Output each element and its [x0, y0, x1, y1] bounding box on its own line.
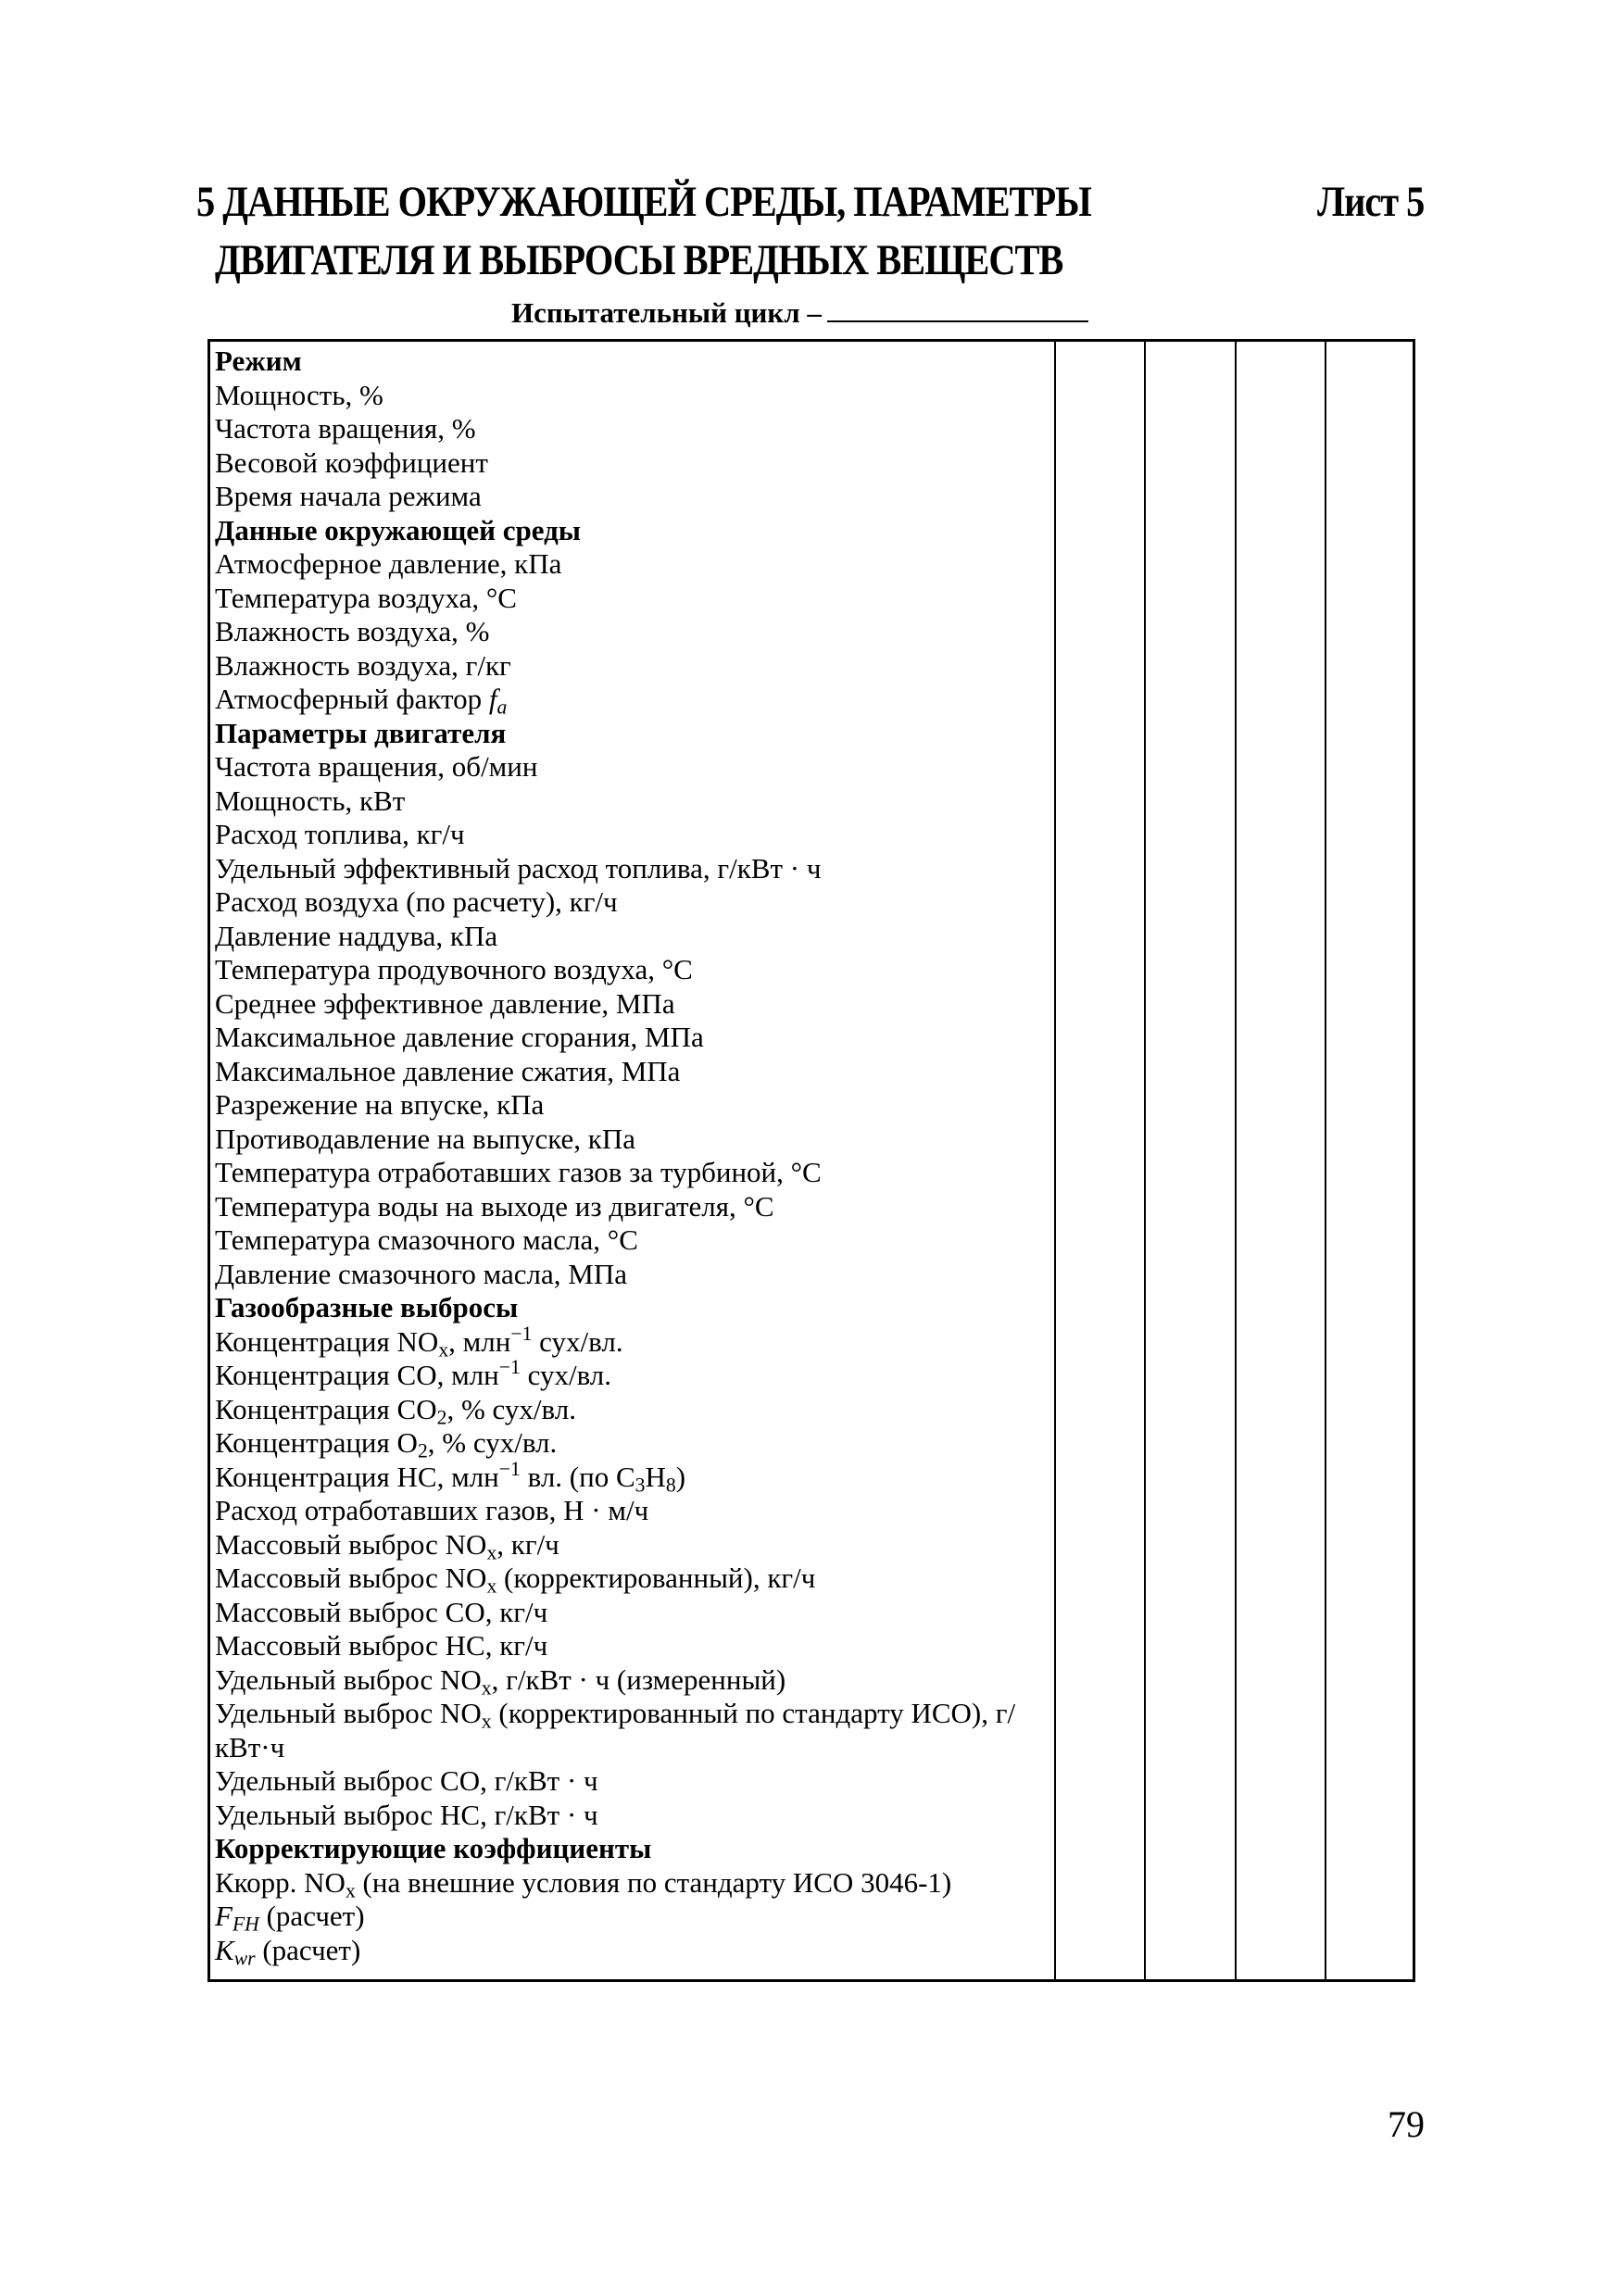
column-divider [1325, 342, 1326, 1979]
table-row: Удельный выброс $NO_x$, г/кВт · ч (измеренный) [215, 1662, 786, 1699]
table-row: Максимальное давление сжатия, МПа [215, 1054, 681, 1087]
table-row: Массовый выброс $NO_x$, кг/ч [215, 1527, 559, 1563]
table-row: Концентрация $СО_2$, % сух/вл. [215, 1392, 576, 1428]
table-row: Ккорр. $NO_x$ (на внешние условия по стандарту ИСО 3046-1) [215, 1865, 952, 1901]
table-row: Частота вращения, об/мин [215, 750, 538, 783]
table-row: Температура воздуха, °С [215, 581, 517, 614]
table-row: Атмосферный фактор $f_a$ [215, 683, 508, 719]
table-row: Концентрация СО, млн$^{-1}$ сух/вл. [215, 1356, 612, 1391]
table-row: $F_{FH}$ (расчет) [215, 1900, 365, 1936]
table-row: Температура отработавших газов за турбиной, °С [215, 1156, 822, 1188]
table-row: Давление смазочного масла, МПа [215, 1257, 627, 1290]
table-row: Частота вращения, % [215, 412, 476, 445]
table-row: Атмосферное давление, кПа [215, 547, 562, 580]
parameter-list [215, 345, 1049, 1967]
test-cycle-label: Испытательный цикл – [511, 296, 822, 329]
table-row: Разрежение на впуске, кПа [215, 1088, 545, 1121]
table-section-header: Режим [215, 345, 302, 377]
table-section-header: Параметры двигателя [215, 716, 507, 749]
table-row: Давление наддува, кПа [215, 919, 498, 952]
table-row: Противодавление на выпуске, кПа [215, 1122, 635, 1155]
sheet-number: Лист 5 [1317, 178, 1425, 226]
table-row: Мощность, % [215, 378, 383, 411]
table-section-header: Данные окружающей среды [215, 513, 581, 546]
table-row: Расход топлива, кг/ч [215, 818, 465, 850]
table-row: Удельный выброс НС, г/кВт · ч [215, 1798, 598, 1831]
table-row: Массовый выброс СО, кг/ч [215, 1595, 548, 1628]
table-row: Массовый выброс $NO_x$ (корректированный), кг/ч [215, 1562, 816, 1598]
test-cycle-field [511, 295, 1088, 330]
table-row: Время начала режима [215, 480, 482, 512]
table-row: $K_{wr}$ (расчет) [215, 1933, 361, 1969]
page-number: 79 [1388, 2103, 1425, 2145]
table-row: Удельный эффективный расход топлива, г/кВт · ч [215, 851, 822, 885]
title-line-1: 5 ДАННЫЕ ОКРУЖАЮЩЕЙ СРЕДЫ, ПАРАМЕТРЫ [196, 178, 1091, 226]
table-section-header: Газообразные выбросы [215, 1291, 519, 1324]
table-row: Удельный выброс $NO_x$ (корректированный по стандарту ИСО), г/кВт·ч [215, 1697, 1016, 1763]
table-row: Влажность воздуха, % [215, 615, 490, 647]
table-row: Мощность, кВт [215, 784, 406, 817]
column-divider [1235, 342, 1237, 1979]
table-row: Концентрация $О_2$, % сух/вл. [215, 1426, 558, 1462]
column-divider [1054, 342, 1056, 1979]
table-row: Влажность воздуха, г/кг [215, 648, 511, 682]
table-row: Температура продувочного воздуха, °С [215, 953, 693, 985]
column-divider [1144, 342, 1146, 1979]
table-row: Весовой коэффициент [215, 445, 488, 479]
table-row: Концентрация $NO_x$, млн$^{-1}$ сух/вл. [215, 1322, 623, 1361]
table-row: Массовый выброс НС, кг/ч [215, 1629, 548, 1662]
table-row: Температура воды на выходе из двигателя, °С [215, 1189, 774, 1223]
table-row: Удельный выброс СО, г/кВт · ч [215, 1764, 598, 1797]
table-row: Максимальное давление сгорания, МПа [215, 1021, 704, 1053]
table-section-header: Корректирующие коэффициенты [215, 1832, 652, 1864]
test-cycle-blank [827, 295, 1088, 322]
table-row: Концентрация НС, млн$^{-1}$ вл. (по $С_3Н_8$) [215, 1457, 686, 1496]
table-row: Среднее эффективное давление, МПа [215, 986, 675, 1020]
table-row: Расход воздуха (по расчету), кг/ч [215, 885, 618, 918]
title-line-2: ДВИГАТЕЛЯ И ВЫБРОСЫ ВРЕДНЫХ ВЕЩЕСТВ [215, 236, 1063, 284]
table-row: Температура смазочного масла, °С [215, 1223, 638, 1256]
table-row: Расход отработавших газов, Н · м/ч [215, 1494, 649, 1526]
